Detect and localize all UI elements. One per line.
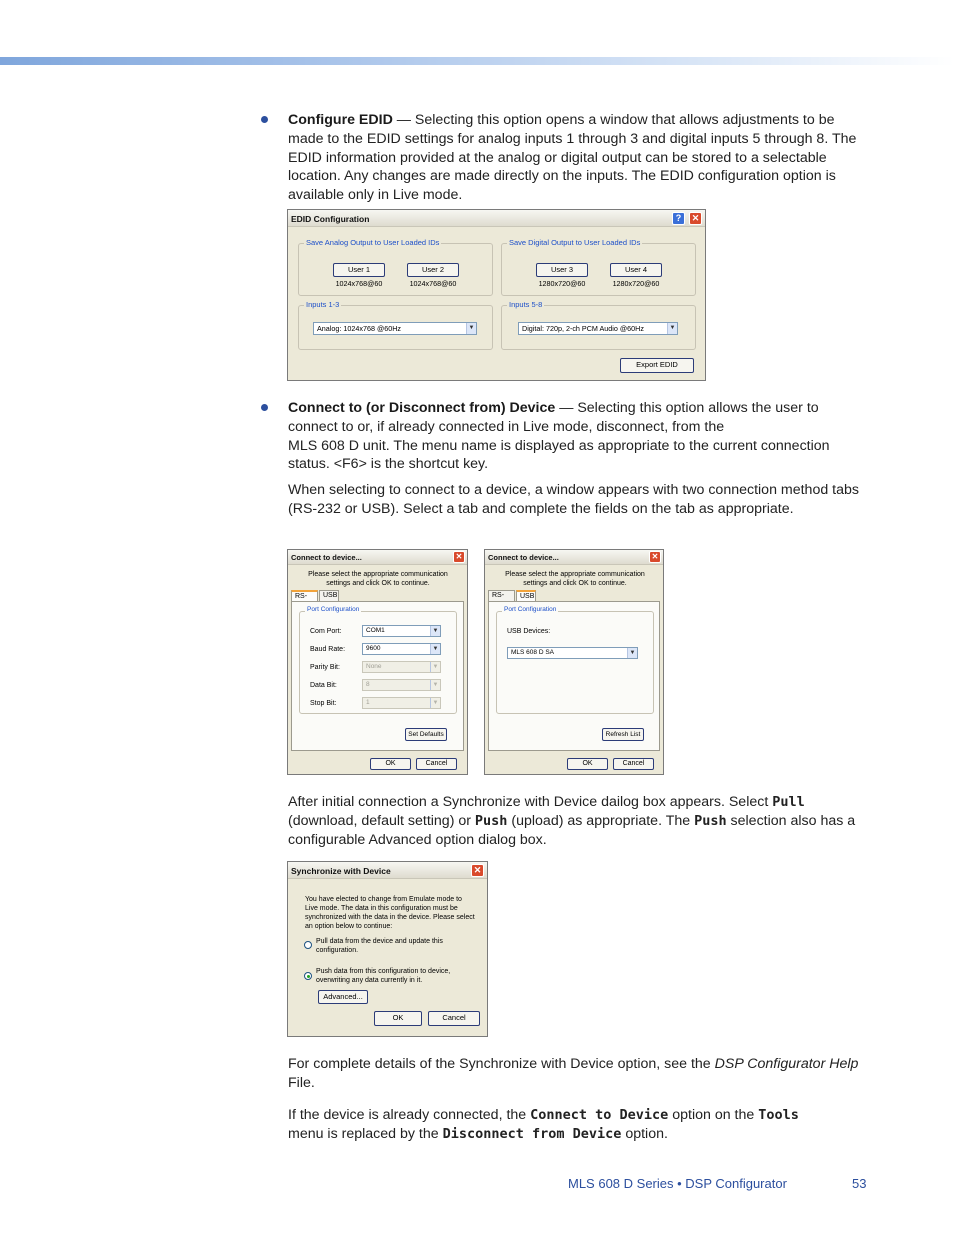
digital-input-select-value: Digital: 720p, 2-ch PCM Audio @60Hz xyxy=(522,324,644,333)
user1-button[interactable]: User 1 xyxy=(333,263,385,277)
connected-text-d: option. xyxy=(621,1125,668,1142)
baud-rate-label: Baud Rate: xyxy=(310,646,346,653)
connect-device-text-2: MLS 608 D unit. The menu name is displayed as appropriate to the current connection status. <F6> is the shortcut key. xyxy=(288,437,830,473)
digital-output-group-label: Save Digital Output to User Loaded IDs xyxy=(509,238,641,247)
stop-bit-select xyxy=(362,697,441,709)
close-icon[interactable]: ✕ xyxy=(453,551,465,563)
usb-device-select[interactable] xyxy=(507,647,638,659)
advanced-button[interactable]: Advanced... xyxy=(318,990,368,1004)
digital-input-select[interactable] xyxy=(518,322,678,335)
connected-text-c: menu is replaced by the xyxy=(288,1125,443,1142)
sync-text-b: (download, default setting) or xyxy=(288,812,475,829)
port-configuration-label: Port Configuration xyxy=(307,606,360,613)
dialog-titlebar xyxy=(288,862,487,879)
chevron-down-icon: ▼ xyxy=(667,323,677,334)
dsp-configurator-help-reference: DSP Configurator Help xyxy=(714,1056,859,1072)
dialog-titlebar xyxy=(485,550,663,565)
usb-devices-label: USB Devices: xyxy=(507,628,551,635)
dialog-titlebar xyxy=(288,210,705,227)
close-icon[interactable]: ✕ xyxy=(471,864,484,877)
port-configuration-group xyxy=(299,606,457,714)
parity-bit-label: Parity Bit: xyxy=(310,664,340,671)
analog-input-select-value: Analog: 1024x768 @60Hz xyxy=(317,324,402,333)
configure-edid-paragraph xyxy=(288,111,868,205)
parity-bit-value: None xyxy=(366,663,382,670)
chevron-down-icon: ▼ xyxy=(430,644,440,654)
dialog-title: Connect to device... xyxy=(291,553,362,562)
user4-resolution: 1280x720@60 xyxy=(612,279,660,288)
inputs-digital-group xyxy=(501,300,696,350)
stop-bit-label: Stop Bit: xyxy=(310,700,337,707)
tab-usb[interactable]: USB xyxy=(319,590,339,601)
sync-text-d: selection also has a configurable Advanced option dialog box. xyxy=(288,812,856,848)
connected-text-a: If the device is already connected, the xyxy=(288,1107,531,1123)
synchronize-dialog xyxy=(287,861,488,1037)
dialog-instructions: Please select the appropriate communication settings and click OK to continue. xyxy=(505,571,645,587)
export-edid-button[interactable]: Export EDID xyxy=(620,358,694,373)
push-radio[interactable] xyxy=(304,972,312,980)
set-defaults-button[interactable]: Set Defaults xyxy=(405,728,447,741)
sync-message: You have elected to change from Emulate mode to Live mode. The data in this configuration must be synchronized with the data in the device. Please select an option below to continue: xyxy=(305,896,475,930)
data-bit-value: 8 xyxy=(366,681,370,688)
digital-output-group xyxy=(501,238,696,296)
user3-button[interactable]: User 3 xyxy=(536,263,588,277)
inputs-analog-group xyxy=(298,300,493,350)
analog-input-select[interactable] xyxy=(313,322,477,335)
configure-edid-text: — Selecting this option opens a window that allows adjustments to be made to the EDID settings for analog inputs 1 through 3 and digital inputs 5 through 8. The EDID information provided at the analog or digital output can be stored to a selectable location. Any changes are made directly on the inputs. The EDID configuration option is available only in Live mode. xyxy=(288,112,857,204)
dialog-titlebar xyxy=(288,550,467,565)
push-option-label: Push data from this configuration to device, overwriting any data currently in it. xyxy=(316,968,451,984)
pull-command: Pull xyxy=(772,794,805,810)
configure-edid-heading: Configure EDID xyxy=(288,112,393,128)
pull-radio[interactable] xyxy=(304,941,312,949)
already-connected-paragraph xyxy=(288,1106,868,1144)
ok-button[interactable]: OK xyxy=(370,758,411,770)
connect-method-paragraph: When selecting to connect to a device, a window appears with two connection method tabs (RS-232 or USB). Select a tab and complete the fields on the tab as appropriate. xyxy=(288,482,859,517)
footer-title: MLS 608 D Series • DSP Configurator xyxy=(568,1176,787,1191)
usb-device-value: MLS 608 D SA xyxy=(511,649,554,656)
chevron-down-icon: ▼ xyxy=(430,662,440,672)
push-command: Push xyxy=(694,812,727,829)
com-port-select[interactable] xyxy=(362,625,441,637)
cancel-button[interactable]: Cancel xyxy=(613,758,654,770)
connect-dialog-usb xyxy=(484,549,664,775)
cancel-button[interactable]: Cancel xyxy=(428,1011,480,1026)
refresh-list-button[interactable]: Refresh List xyxy=(602,728,644,741)
user2-resolution: 1024x768@60 xyxy=(409,279,457,288)
dialog-title: Synchronize with Device xyxy=(291,866,391,876)
inputs-digital-group-label: Inputs 5-8 xyxy=(509,300,543,309)
com-port-label: Com Port: xyxy=(310,628,342,635)
page-number: 53 xyxy=(852,1176,867,1191)
user2-button[interactable]: User 2 xyxy=(407,263,459,277)
user4-button[interactable]: User 4 xyxy=(610,263,662,277)
data-bit-label: Data Bit: xyxy=(310,682,337,689)
tab-rs232[interactable]: RS- xyxy=(488,590,515,601)
analog-output-group-label: Save Analog Output to User Loaded IDs xyxy=(306,238,440,247)
ok-button[interactable]: OK xyxy=(374,1011,422,1026)
com-port-value: COM1 xyxy=(366,627,385,634)
cancel-button[interactable]: Cancel xyxy=(416,758,457,770)
push-command: Push xyxy=(474,812,508,829)
ok-button[interactable]: OK xyxy=(567,758,608,770)
port-configuration-label: Port Configuration xyxy=(504,606,557,613)
analog-output-group xyxy=(298,238,493,296)
close-icon[interactable]: ✕ xyxy=(649,551,661,563)
baud-rate-value: 9600 xyxy=(366,645,381,652)
bullet-marker xyxy=(261,116,268,123)
chevron-down-icon: ▼ xyxy=(430,680,440,690)
pull-option-label: Pull data from the device and update this configuration. xyxy=(316,938,443,954)
chevron-down-icon: ▼ xyxy=(466,323,476,334)
dialog-title: EDID Configuration xyxy=(291,214,370,224)
chevron-down-icon: ▼ xyxy=(430,698,440,708)
details-text-a: For complete details of the Synchronize with Device option, see the xyxy=(288,1056,715,1072)
rs232-tab-panel xyxy=(291,601,464,751)
connect-device-paragraph xyxy=(288,399,868,474)
connected-text-b: option on the xyxy=(668,1107,759,1123)
data-bit-select xyxy=(362,679,441,691)
connect-to-device-command: Connect to Device xyxy=(530,1107,669,1123)
stop-bit-value: 1 xyxy=(366,699,370,706)
dialog-instructions: Please select the appropriate communication settings and click OK to continue. xyxy=(308,571,448,587)
inputs-analog-group-label: Inputs 1-3 xyxy=(306,300,340,309)
sync-text-c: (upload) as appropriate. The xyxy=(507,812,695,829)
user1-resolution: 1024x768@60 xyxy=(335,279,383,288)
bullet-marker xyxy=(261,404,268,411)
connect-dialog-rs232 xyxy=(287,549,468,775)
baud-rate-select[interactable] xyxy=(362,643,441,655)
parity-bit-select xyxy=(362,661,441,673)
chevron-down-icon: ▼ xyxy=(627,648,637,658)
port-configuration-group xyxy=(496,606,654,714)
details-text-b: File. xyxy=(288,1074,315,1091)
tab-rs232[interactable]: RS- xyxy=(291,590,318,601)
details-paragraph xyxy=(288,1055,868,1093)
chevron-down-icon: ▼ xyxy=(430,626,440,636)
help-icon[interactable]: ? xyxy=(672,212,685,225)
tab-usb[interactable]: USB xyxy=(516,590,536,601)
disconnect-from-device-command: Disconnect from Device xyxy=(442,1125,622,1142)
tools-menu-command: Tools xyxy=(758,1107,799,1123)
connect-device-text: — Selecting this option allows the user to connect to or, if already connected in Live mode, disconnect, from the xyxy=(288,400,819,435)
synchronize-paragraph xyxy=(288,793,868,849)
connect-device-heading: Connect to (or Disconnect from) Device xyxy=(288,400,556,416)
sync-text-a: After initial connection a Synchronize with Device dailog box appears. Select xyxy=(288,794,773,810)
user3-resolution: 1280x720@60 xyxy=(538,279,586,288)
close-icon[interactable]: ✕ xyxy=(689,212,702,225)
usb-tab-panel xyxy=(488,601,660,751)
header-band xyxy=(0,57,954,65)
edid-configuration-dialog xyxy=(287,209,706,381)
dialog-title: Connect to device... xyxy=(488,553,559,562)
